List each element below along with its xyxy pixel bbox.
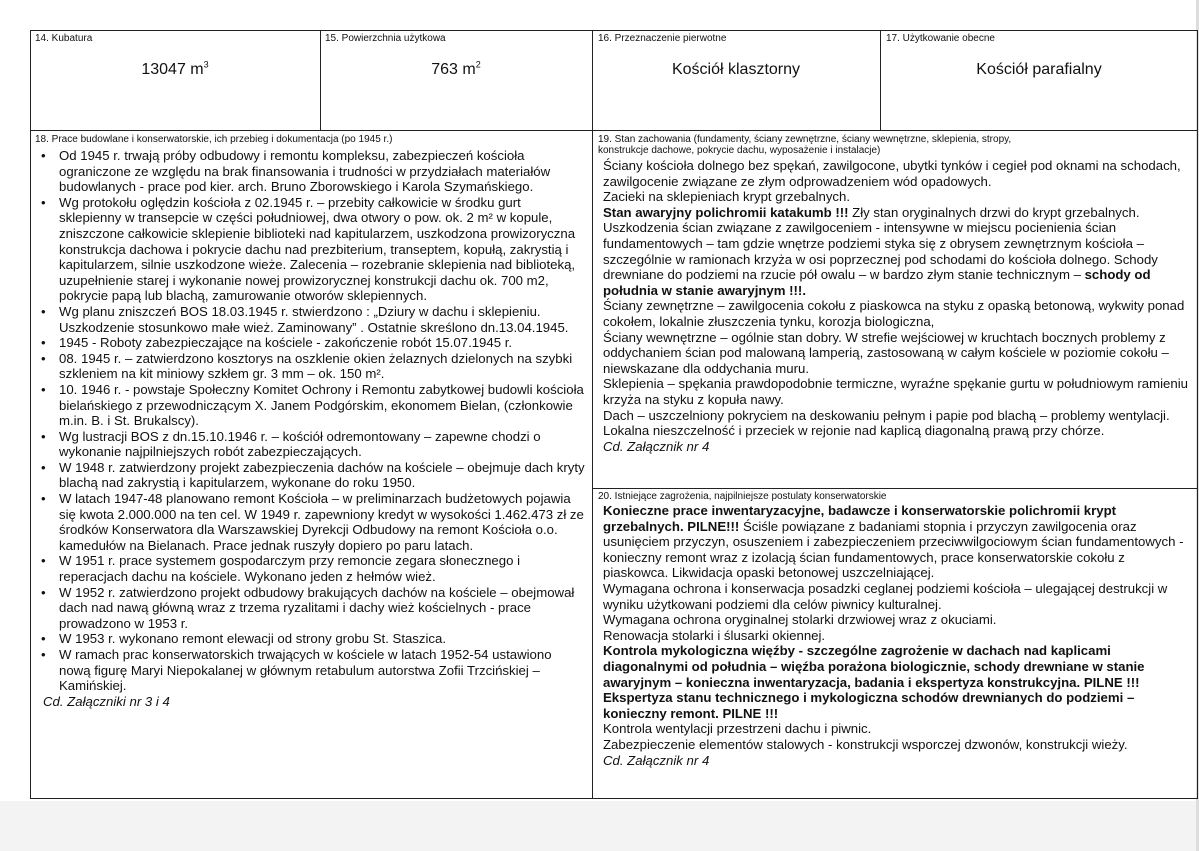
divider-top [30,130,1198,131]
field-15-value: 763 $m^2$ [431,59,481,78]
field-20-continuation: Cd. Załącznik nr 4 [603,752,710,768]
list-item: • Wg lustracji BOS z dn.15.10.1946 r. – kościół odremontowany – zapewne chodzi o wykonanie najpilniejszych robót zabezpieczających. [59,429,585,460]
divider-right [592,488,1198,489]
list-item: • 10. 1946 r. - powstaje Społeczny Komitet Ochrony i Remontu zabytkowej budowli kościoła bielańskiego z przewodniczącym X. Janem Podgórskim, ekonomem Bielan, (członkowie m.in. B. i St. Brukalscy). [59,382,585,429]
postulate-roof-truss: Kontrola mykologiczna więźby - szczególne zagrożenie w dachach nad kaplicami diagonalnymi od południa – więźba porażona biologicznie, schody drewniane w stanie awaryjnym – konieczna inwentaryzacja, badania i ekspertyza konstrukcyjna. PILNE !!! Ekspertyza stanu technicznego i mykologiczna schodów drewnianych do podziemi – konieczny remont. PILNE !!! [603,643,1145,721]
field-19-content [603,158,1191,454]
condition-internal-walls: Ściany wewnętrzne – ogólnie stan dobry. W strefie wejściowej w kruchtach bocznych problemy z oddychaniem ścian pod malowaną lamperią, zastosowaną w całym kościele w poziomie cokołu – niewskazane dla oddychania muru. [603,329,1169,376]
postulate-floor: Wymagana ochrona i konserwacja posadzki ceglanej podziemi kościoła – ulegającej destrukcji w wyniku użytkowani podziemi dla celów piwnicy kulturalnej. [603,580,1168,612]
field-17-label: 17. Użytkowanie obecne [886,33,995,44]
divider-v1 [320,30,321,130]
field-19-label: 19. Stan zachowania (fundamenty, ściany zewnętrzne, ściany wewnętrzne, sklepienia, stropy, konstrukcje dachowe, pokrycie dachu, wyposażenie i instalacje) [598,134,1012,156]
list-item: • 1945 - Roboty zabezpieczające na kościele - zakończenie robót 15.07.1945 r. [59,335,585,351]
list-item: • W 1952 r. zatwierdzono projekt odbudowy brakujących dachów na kościele – obejmował dach nad nawą główną wraz z trzema ryzalitami i dachy wież kościelnych - prace prowadzono w 1953 r. [59,585,585,632]
condition-foundations: Uszkodzenia ścian związane z zawilgoceniem - intensywne w miejscu pocienienia ścian fundamentowych – tam gdzie wnętrze podziemi styka się z obrysem zewnętrznym kościoła – szczególnie w ramionach krzyża w osi poprzecznej pod schodami do kościoła dolnego. Schody drewniane do podziemi na rzucie pół owalu – w bardzo złym stanie technicznym – schody od południa w stanie awaryjnym !!!. [603,220,1158,298]
work-history-list [35,148,585,694]
field-16-value: Kościół klasztorny [671,61,801,78]
postulate-polychrome: Konieczne prace inwentaryzacyjne, badawcze i konserwatorskie polichromii krypt grzebalnych. PILNE!!! Ściśle powiązane z badaniami stopnia i przyczyn zawilgocenia oraz usunięciem przyczyn, osuszeniem i zabezpieczeniem przeciwwilgociowym ścian fundamentowych - konieczny remont wraz z izolacją ścian fundamentowych, prace konserwatorskie cokołu z piaskowca. Likwidacja opaski betonowej uszczelniającej. [603,503,1184,581]
condition-vault-stains: Zacieki na sklepieniach krypt grzebalnych. [603,189,851,205]
field-19-continuation: Cd. Załącznik nr 4 [603,438,710,454]
divider-v2 [592,30,593,799]
list-item: • Wg protokołu oględzin kościoła z 02.1945 r. – przebity całkowicie w środku gurt sklepienny w transepcie w części południowej, dwa otwory o pow. ok. 2 m² w kopule, zniszczone całkowicie sklepienie biblioteki nad kapitularzem, uszkodzona prowizoryczna konstrukcja dachowa i pokrycie dachu nad prezbiterium, transeptem, kopułą, zakrystią i kapitularzem, silnie uszkodzone wieże. Zalecenia – rozebranie sklepienia nad biblioteką, uzupełnienie starej i wykonanie nowej prowizorycznej konstrukcji dachu ok. 700 m2, pokrycie papą lub blachą, zamurowanie otworów sklepiennych. [59,195,585,304]
postulate-doors: Wymagana ochrona oryginalnej stolarki drzwiowej wraz z okuciami. [603,612,997,628]
field-14-value: 13047 $m^3$ [141,59,209,78]
field-14-label: 14. Kubatura [35,33,93,44]
field-18-label: 18. Prace budowlane i konserwatorskie, ich przebieg i dokumentacja (po 1945 r.) [35,134,393,145]
postulate-windows: Renowacja stolarki i ślusarki okiennej. [603,627,826,643]
field-20-label: 20. Istniejące zagrożenia, najpilniejsze postulaty konserwatorskie [598,491,887,502]
list-item: • Od 1945 r. trwają próby odbudowy i remontu kompleksu, zabezpieczeń kościoła ograniczone ze względu na brak finansowania i trudności w przydziałach materiałów budowlanych - prace pod kier. arch. Bruno Zborowskiego i Karola Szymańskiego. [59,148,585,195]
condition-catacomb: Stan awaryjny polichromii katakumb !!! Zły stan oryginalnych drzwi do krypt grzebalnych. [603,204,1140,220]
list-item: • W 1948 r. zatwierdzony projekt zabezpieczenia dachów na kościele – obejmuje dach kryty blachą nad zakrystią i kapitularzem, wykonane do roku 1950. [59,460,585,491]
postulate-steel: Zabezpieczenie elementów stalowych - konstrukcji wsporczej dzwonów, konstrukcji wieży. [603,736,1128,752]
page-bottom-margin [0,801,1199,851]
condition-roof: Dach – uszczelniony pokryciem na deskowaniu pełnym i papie pod blachą – problemy wentylacji. Lokalna nieszczelność i przeciek w rejonie nad kaplicą diagonalną prawą przy chórze. [603,407,1170,439]
field-20-content [603,503,1188,768]
field-18-continuation: Cd. Załączniki nr 3 i 4 [43,693,170,709]
field-18-content [35,148,585,709]
divider-v3 [880,30,881,130]
list-item: • W latach 1947-48 planowano remont Kościoła – w preliminarzach budżetowych pojawia się kwota 2.000.000 na ten cel. W 1949 r. zapewniony kredyt w wysokości 1.462.473 zł ze środków Konserwatora dla Warszawskiej Dyrekcji Odbudowy na remont Kościoła o.o. kamedułów na Bielanach. Prace jednak ruszyły dopiero po paru latach. [59,491,585,553]
list-item: • W ramach prac konserwatorskich trwających w kościele w latach 1952-54 ustawiono nową figurę Maryi Niepokalanej w głównym retabulum autorstwa Zofii Trzcińskiej – Kamińskiej. [59,647,585,694]
list-item: • W 1951 r. prace systemem gospodarczym przy remoncie zegara słonecznego i reperacjach dachu na kościele. Wykonano jeden z hełmów wież. [59,553,585,584]
field-17-value: Kościół parafialny [976,61,1102,78]
list-item: • Wg planu zniszczeń BOS 18.03.1945 r. stwierdzono : „Dziury w dachu i sklepieniu. Uszkodzenie stosunkowo małe wież. Zaminowany” . Ostatnie skreślono dn.13.04.1945. [59,304,585,335]
condition-walls-lower: Ściany kościoła dolnego bez spękań, zawilgocone, ubytki tynków i cegieł pod oknami na schodach, zawilgocenie związane ze złym odprowadzeniem wód opadowych. [603,158,1181,189]
postulate-ventilation: Kontrola wentylacji przestrzeni dachu i piwnic. [603,721,872,737]
list-item: • W 1953 r. wykonano remont elewacji od strony grobu St. Staszica. [59,631,585,647]
field-16-label: 16. Przeznaczenie pierwotne [598,33,727,44]
condition-external-walls: Ściany zewnętrzne – zawilgocenia cokołu z piaskowca na styku z opaską betonową, wykwity ponad cokołem, lokalnie złuszczenia tynku, korozja biologiczna, [603,298,1185,329]
condition-vaults: Sklepienia – spękania prawdopodobnie termiczne, wyraźne spękanie gurtu w południowym ramieniu krzyża na styku z kopuła nawy. [603,376,1188,407]
list-item: • 08. 1945 r. – zatwierdzono kosztorys na oszklenie okien żelaznych dzielonych na szybki szkleniem na kit miniowy szkłem gr. 3 mm – ok. 150 m². [59,351,585,382]
field-15-label: 15. Powierzchnia użytkowa [325,33,446,44]
